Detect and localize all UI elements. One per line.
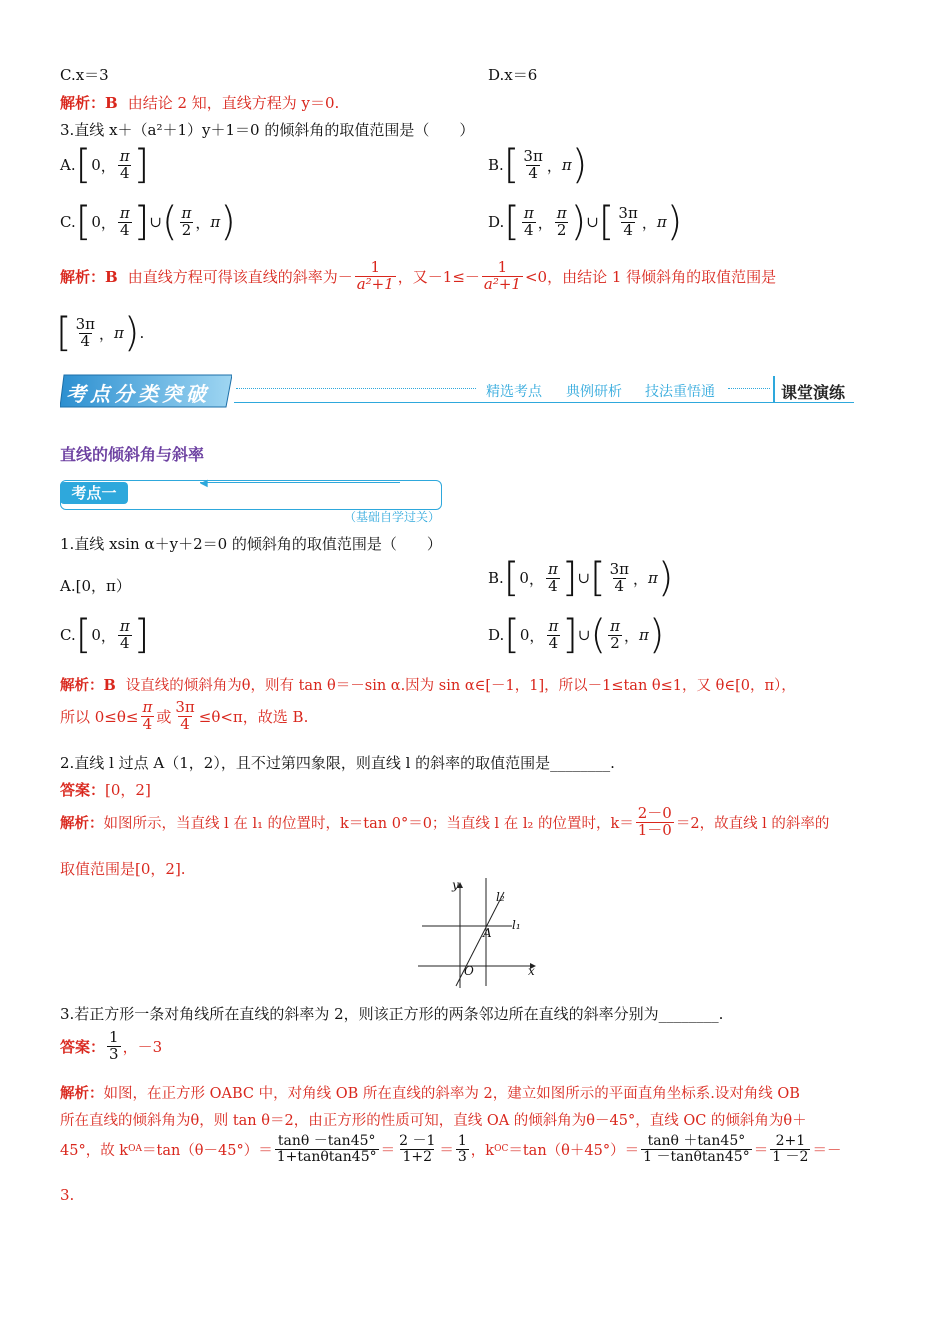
question-1-stem: 1.直线 xsin α＋y＋2＝0 的倾斜角的取值范围是（ ） bbox=[60, 535, 442, 553]
q1-option-d: D. [ 0 ， $\frac{\pi}{4}$ ] ∪ ( $\frac{\pi}{2}$ ， π ) bbox=[488, 612, 665, 658]
fig-label-y: y bbox=[452, 878, 459, 892]
solution-text: 由结论 2 知，直线方程为 y＝0. bbox=[127, 94, 340, 112]
q1-option-b: B. [ 0 ， $\frac{\pi}{4}$ ] ∪ [ $\frac{3\pi}{4}$ ， π ) bbox=[488, 555, 674, 601]
solution-label: 解析：B bbox=[60, 94, 118, 112]
question-3-stem: 3.直线 x＋（a²＋1）y＋1＝0 的倾斜角的取值范围是（ ） bbox=[60, 121, 475, 139]
nav-item-ketang: 课堂演练 bbox=[781, 383, 846, 402]
q1-solution-line1: 解析：B 设直线的倾斜角为θ，则有 tan θ＝－sin α.因为 sin α∈[－1，1]，所以－1≤tan θ≤1，又 θ∈[0，π）， bbox=[60, 677, 796, 694]
kaodian-tag: 考点一 bbox=[60, 482, 128, 504]
fig-label-o: O bbox=[464, 964, 474, 978]
arrow-icon: ◀ bbox=[200, 478, 208, 489]
banner-title-text: 考点分类突破 bbox=[66, 382, 210, 406]
option-d: D.x＝6 bbox=[488, 66, 538, 84]
nav-item-dianli: 典例研析 bbox=[566, 384, 622, 400]
q1-option-a: A.[0，π） bbox=[60, 577, 131, 595]
q3b-solution-line1: 解析：如图，在正方形 OABC 中，对角线 OB 所在直线的斜率为 2，建立如图所示的平面直角坐标系.设对角线 OB bbox=[60, 1085, 800, 1102]
q3-option-c: C. [ 0 ， $\frac{\pi}{4}$ ] ∪ ( $\frac{\pi}{2}$ ， π ) bbox=[60, 199, 236, 245]
q3b-solution-line4: 3. bbox=[60, 1186, 75, 1204]
q2-figure bbox=[412, 878, 542, 988]
q3b-solution-line3: 45°，故 k OA ＝tan（θ－45°）＝ $\frac{\tan\theta -\tan 45^\circ}{1+\tan\theta\tan 45^\circ}$ ＝ $\frac{2 -1}{1+2}$ ＝ $\frac{1}{3}$ ，k OC ＝tan（θ＋45°）＝ $\frac{\tan\theta +\tan 45^\circ}{1 -\tan\theta\tan 45^\circ}$ ＝ $\frac{2+1}{1 -2}$ ＝－ bbox=[60, 1133, 842, 1165]
section-title: 直线的倾斜角与斜率 bbox=[60, 445, 205, 464]
solution-top bbox=[60, 92, 339, 113]
q3-option-d: D. [ $\frac{\pi}{4}$ ， $\frac{\pi}{2}$ ) ∪ [ $\frac{3\pi}{4}$ ， π ) bbox=[488, 199, 683, 245]
banner-dotted-line-2 bbox=[728, 388, 770, 389]
fig-label-l2: l₂ bbox=[496, 890, 505, 904]
q1-option-c: C. [ 0 ， $\frac{\pi}{4}$ ] bbox=[60, 612, 150, 658]
question-3b-stem: 3.若正方形一条对角线所在直线的斜率为 2，则该正方形的两条邻边所在直线的斜率分别为________. bbox=[60, 1005, 724, 1023]
fig-label-l1: l₁ bbox=[512, 918, 521, 932]
q2-solution-line2: 取值范围是[0，2]. bbox=[60, 860, 186, 878]
q3-solution-interval: [ $\frac{3\pi}{4}$ ， π ) . bbox=[56, 310, 145, 356]
kaodian-note: （基础自学过关） bbox=[344, 510, 441, 524]
q2-answer: 答案：[0，2] bbox=[60, 781, 151, 799]
fig-label-x: x bbox=[528, 964, 535, 978]
fig-label-a: A bbox=[483, 926, 492, 940]
banner-underline bbox=[234, 402, 854, 403]
q3b-answer: 答案： $\frac{1}{3}$ ，－3 bbox=[60, 1028, 163, 1063]
nav-item-jifa: 技法重悟通 bbox=[645, 384, 715, 400]
coordinate-figure bbox=[412, 878, 542, 988]
option-c: C.x＝3 bbox=[60, 66, 109, 84]
kaodian-arrow-line bbox=[200, 482, 400, 483]
q3-option-a: A. [ 0 ， $\frac{\pi}{4}$ ] bbox=[60, 142, 150, 188]
question-2-stem: 2.直线 l 过点 A（1，2），且不过第四象限，则直线 l 的斜率的取值范围是________. bbox=[60, 754, 615, 772]
q3b-solution-line2: 所在直线的倾斜角为θ，则 tan θ＝2，由正方形的性质可知，直线 OA 的倾斜角为θ－45°，直线 OC 的倾斜角为θ＋ bbox=[60, 1113, 807, 1129]
banner-divider bbox=[773, 376, 775, 402]
q3-option-b: B. [ $\frac{3\pi}{4}$ ， π ) bbox=[488, 142, 588, 188]
q2-solution-line1: 解析： 如图所示，当直线 l 在 l₁ 的位置时，k＝tan 0°＝0；当直线 l 在 l₂ 的位置时，k＝ $\frac{2-0}{1-0}$ ＝2，故直线 l 的斜率的 bbox=[60, 804, 830, 839]
q3-solution: 解析：B 由直线方程可得该直线的斜率为－ $\frac{1}{\text{a²+1}}$ ，又－1≤－ $\frac{1}{\text{a²+1}}$ <0，由结论 1 得倾斜角的取值范围是 bbox=[60, 258, 777, 293]
banner-dotted-line bbox=[236, 388, 476, 389]
nav-item-jingxuan: 精选考点 bbox=[486, 384, 542, 400]
q1-solution-line2: 所以 0≤θ≤ $\frac{\pi}{4}$ 或 $\frac{3\pi}{4}$ ≤θ<π，故选 B. bbox=[60, 698, 309, 733]
